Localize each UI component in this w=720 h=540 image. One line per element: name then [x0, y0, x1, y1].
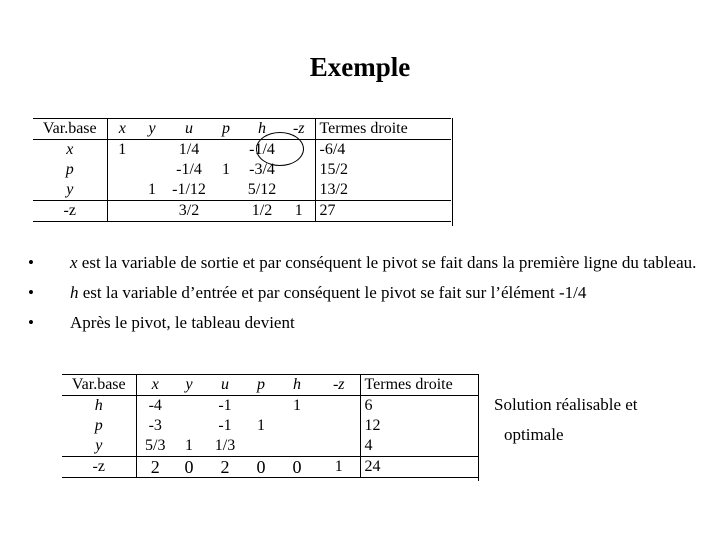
- table-cell: p: [33, 160, 107, 180]
- header-cell: p: [211, 119, 241, 140]
- table-cell: p: [62, 416, 136, 436]
- table-cell: [137, 201, 167, 222]
- table-cell: [283, 180, 315, 201]
- bullet-text: est la variable de sortie et par conséquent le pivot se fait dans la première ligne du tableau.: [77, 253, 697, 272]
- table-cell: y: [62, 436, 136, 457]
- table-cell: 15/2: [315, 160, 451, 180]
- table-cell: [107, 160, 137, 180]
- variable-name: x: [70, 253, 78, 272]
- table-cell: [211, 140, 241, 161]
- table-row-objective: [62, 457, 478, 478]
- table-cell: 1: [148, 181, 156, 198]
- table-cell: [174, 396, 204, 417]
- table-cell: [107, 201, 137, 222]
- header-cell: h: [241, 119, 283, 140]
- simplex-table-initial: [33, 118, 451, 222]
- table-header-row: [33, 119, 451, 140]
- table-cell: 6: [360, 396, 478, 417]
- header-cell: u: [204, 375, 246, 396]
- bullet-icon: •: [28, 313, 34, 332]
- table-cell: 0: [246, 457, 276, 478]
- list-item: [28, 252, 698, 274]
- bullet-text: Après le pivot, le tableau devient: [70, 313, 295, 332]
- solution-note: [494, 390, 638, 450]
- table-cell: -1/12: [172, 181, 206, 198]
- table-right-border: [452, 118, 453, 226]
- table-cell: 2: [136, 457, 174, 478]
- table-cell: 0: [174, 457, 204, 478]
- list-item: [28, 282, 698, 304]
- table-cell: [276, 416, 318, 436]
- header-cell: u: [167, 119, 211, 140]
- bullet-list: [28, 252, 698, 342]
- table-cell: [246, 396, 276, 417]
- table-row-objective: [33, 201, 451, 222]
- table-cell: 1: [318, 457, 360, 478]
- table-cell: x: [33, 140, 107, 161]
- table-cell: 1: [283, 201, 315, 222]
- header-cell: y: [174, 375, 204, 396]
- header-cell: x: [107, 119, 137, 140]
- table-cell: h: [62, 396, 136, 417]
- header-cell: Var.base: [62, 375, 136, 396]
- table-header-row: [62, 375, 478, 396]
- table-cell: -z: [33, 201, 107, 222]
- table-row: [62, 416, 478, 436]
- table-row: [33, 160, 451, 180]
- table-cell: 1: [293, 397, 301, 414]
- table-cell: 1/3: [214, 437, 236, 454]
- list-item: [28, 312, 698, 334]
- table-cell: -3/4: [249, 161, 275, 178]
- table-cell: [211, 180, 241, 201]
- table-cell: 5/12: [247, 181, 277, 198]
- header-cell: x: [136, 375, 174, 396]
- table-cell: -z: [62, 457, 136, 478]
- table-cell: -3: [148, 417, 162, 434]
- table-cell: [107, 180, 137, 201]
- table-cell: 4: [360, 436, 478, 457]
- table-cell: 1/4: [178, 141, 200, 158]
- pivot-cell: -1/4: [249, 141, 275, 158]
- table-cell: [174, 416, 204, 436]
- table-row: [62, 396, 478, 417]
- table-cell: -6/4: [315, 140, 451, 161]
- header-cell: h: [276, 375, 318, 396]
- table-cell: 1/2: [241, 201, 283, 222]
- table-cell: 13/2: [315, 180, 451, 201]
- header-cell: Termes droite: [315, 119, 451, 140]
- table-cell: 27: [315, 201, 451, 222]
- table-cell: -1/4: [176, 161, 202, 178]
- table-row: [33, 140, 451, 161]
- table-cell: 2: [204, 457, 246, 478]
- header-cell: -z: [283, 119, 315, 140]
- note-line: optimale: [504, 425, 564, 444]
- bullet-text: est la variable d’entrée et par conséquent le pivot se fait sur l’élément -1/4: [78, 283, 587, 302]
- header-cell: p: [246, 375, 276, 396]
- table-cell: 1: [185, 437, 193, 454]
- header-cell: Termes droite: [360, 375, 478, 396]
- pivot-circle: [256, 132, 304, 166]
- table-cell: [137, 140, 167, 161]
- table-row: [33, 180, 451, 201]
- header-cell: Var.base: [33, 119, 107, 140]
- simplex-table-final: [62, 374, 478, 478]
- table-cell: 1: [257, 417, 265, 434]
- slide-title: Exemple: [309, 52, 411, 82]
- table-cell: 3/2: [167, 201, 211, 222]
- table-row: [62, 436, 478, 457]
- bullet-icon: •: [28, 253, 34, 272]
- bullet-icon: •: [28, 283, 34, 302]
- table-cell: 12: [360, 416, 478, 436]
- table-cell: -1: [218, 417, 232, 434]
- header-cell: y: [137, 119, 167, 140]
- table-cell: [137, 160, 167, 180]
- table-cell: -4: [148, 397, 162, 414]
- table-cell: -1: [218, 397, 232, 414]
- table-cell: y: [33, 180, 107, 201]
- table-cell: [211, 201, 241, 222]
- table-cell: [318, 416, 360, 436]
- table-cell: 0: [276, 457, 318, 478]
- table-cell: [246, 436, 276, 457]
- header-cell: -z: [318, 375, 360, 396]
- variable-name: h: [70, 283, 79, 302]
- table-cell: 1: [222, 161, 230, 178]
- table-cell: [276, 436, 318, 457]
- table-cell: [318, 396, 360, 417]
- table-cell: 24: [360, 457, 478, 478]
- table-right-border: [478, 374, 479, 481]
- table-cell: [318, 436, 360, 457]
- table-cell: 5/3: [145, 437, 166, 454]
- note-line: Solution réalisable et: [494, 395, 638, 414]
- table-cell: 1: [118, 141, 127, 158]
